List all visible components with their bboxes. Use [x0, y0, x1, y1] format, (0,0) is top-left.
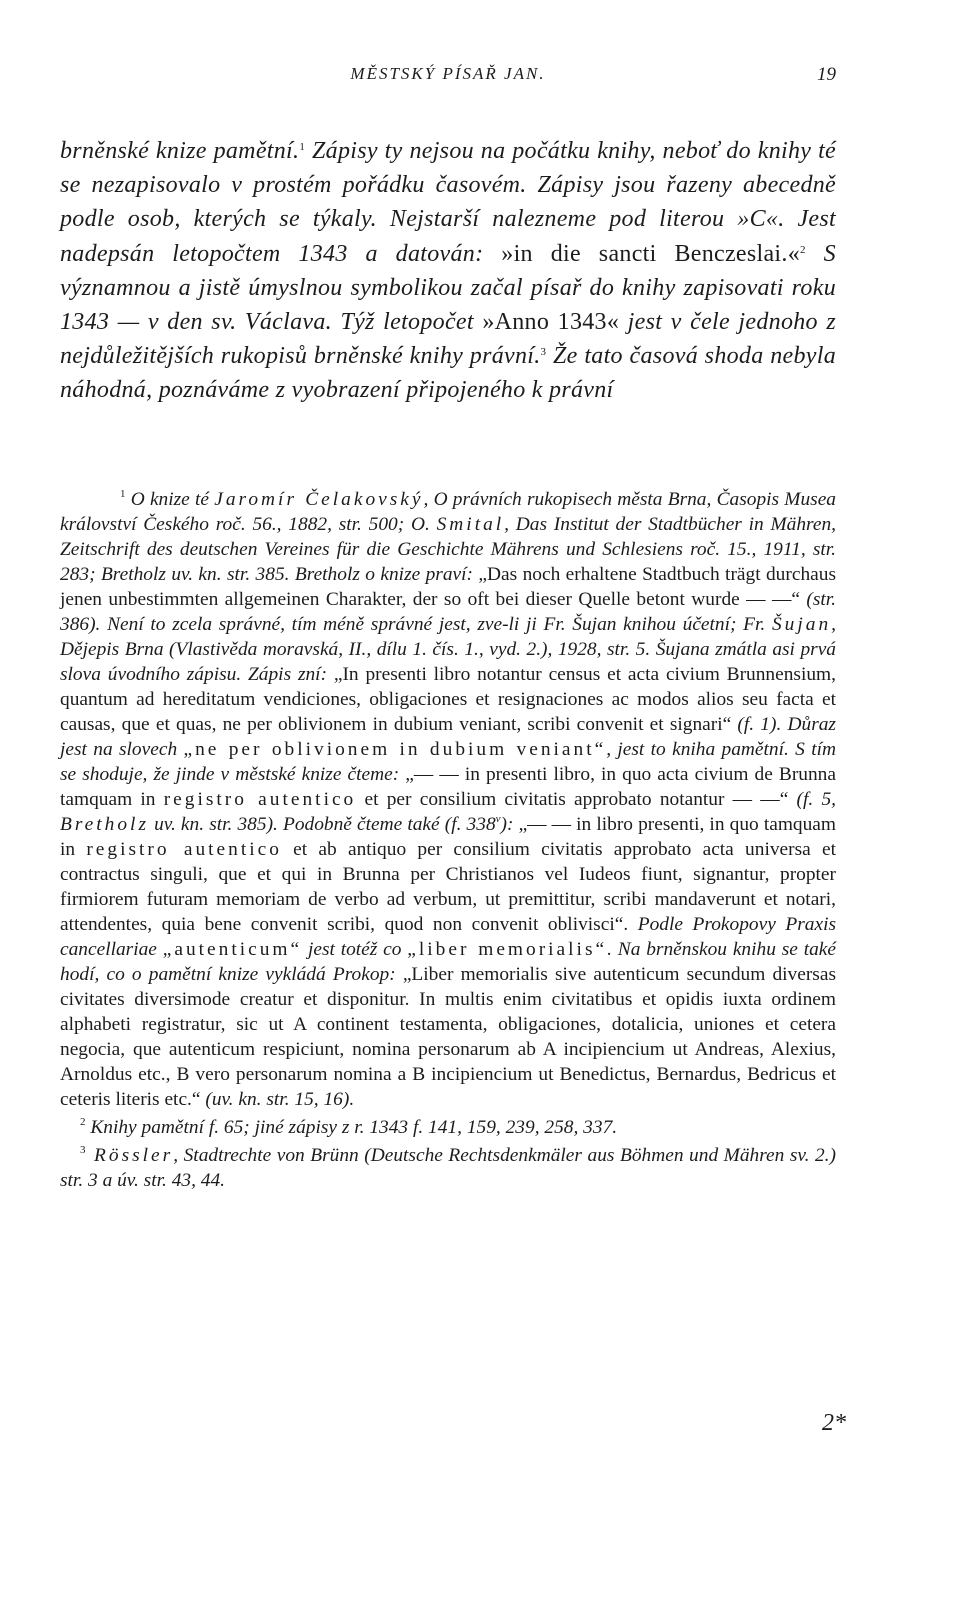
- latin-quote: „Liber memorialis sive autenticum secundum diversas civitates diversimode creatur et disponitur. In multis enim civitatibus et opidis iuxta ordinem alphabeti registratur, sic ut A continent testamenta, obligaciones, dotalicia, uniones et cetera negocia, que autenticum respiciunt, nomina personarum ab A incipiencium ut Andreas, Alexius, Arnoldus etc., B vero personarum nomina a B incipiencium ut Benedictus, Bernardus, Bedricus et ceteris literis etc.“: [60, 964, 836, 1110]
- latin-quote: „— — in libro presenti, in quo tamquam in: [60, 814, 836, 860]
- footnote-ref-1: 1: [299, 141, 306, 153]
- text-run: jest v čele jednoho z nejdůležitějších rukopisů brněnské knihy právní.: [60, 309, 836, 370]
- footnote-mark: 3: [80, 1144, 86, 1156]
- author-name: Rössler: [85, 1145, 174, 1166]
- text-run: uv. kn. str. 385). Podobně čteme také (f. 338: [149, 814, 496, 835]
- main-paragraph: [60, 134, 836, 408]
- latin-quote: et per consilium civitatis approbato notantur — —“: [356, 789, 789, 810]
- text-run: (f. 5,: [788, 789, 837, 810]
- latin-quote: „In presenti libro notantur census et acta civium Brunnensium, quantum ad hereditatum vendiciones, obligaciones et resignaciones ac modos alios seu facta et causas, que et quas, ne per oblivionem in dubium veniant, scribi convenit et signari“: [60, 664, 836, 735]
- latin-emphasis: „liber memorialis“: [407, 939, 608, 960]
- footnotes: [60, 487, 836, 1193]
- text-run: O knize té: [125, 489, 215, 510]
- author-name: Jaromír Čelakovský: [214, 489, 424, 510]
- latin-emphasis: „ne per oblivionem in dubium veniant“: [183, 739, 607, 760]
- text-run: S významnou a jistě úmyslnou symbolikou začal písař do knihy zapisovati roku 1343 — v den sv. Václava. Týž letopočet: [60, 240, 836, 336]
- latin-quote: »in die sancti Benczeslai.«: [501, 240, 800, 267]
- author-name: Šujan: [771, 614, 832, 635]
- running-header: [60, 64, 836, 90]
- text-run: , Das Institut der Stadtbücher in Mähren, Zeitschrift des deutschen Vereines für die Geschichte Mährens und Schlesiens roč. 15., 1911, str. 283; Bretholz uv. kn. str. 385. Bretholz o knize praví:: [60, 514, 836, 585]
- text-run: Podle Prokopovy Praxis cancellariae: [60, 914, 836, 960]
- latin-emphasis: „autenticum“: [162, 939, 303, 960]
- latin-quote: »Anno 1343«: [482, 309, 620, 336]
- latin-quote: et ab antiquo per consilium civitatis approbato acta universa et contractus singuli, que et qui in Brunna per Christianos vel Iudeos fiunt, signantur, propter firmiorem futuram memoriam de verbo ad verbum, ut premittitur, scribi mandaverunt et notari, attendentes, quia bene convenit scribi, quod non convenit oblivisci“.: [60, 839, 836, 935]
- footnote-mark: 2: [80, 1116, 86, 1128]
- page-number: 19: [817, 64, 836, 85]
- text-run: ):: [500, 814, 519, 835]
- author-name: Bretholz: [60, 814, 149, 835]
- text-run: . Na brněnskou knihu se také hodí, co o pamětní knize vykládá Prokop:: [60, 939, 836, 985]
- latin-emphasis: registro autentico: [163, 789, 357, 810]
- text-run: (f. 1). Důraz jest na slovech: [60, 714, 836, 760]
- text-run: , Stadtrechte von Brünn (Deutsche Rechtsdenkmäler aus Böhmen und Mähren sv. 2.) str. 3 a úv. str. 43, 44.: [60, 1145, 836, 1191]
- running-title: MĚSTSKÝ PÍSAŘ JAN.: [350, 64, 546, 83]
- signature-mark: 2*: [822, 1410, 846, 1436]
- text-run: (str. 386). Není to zcela správné, tím méně správné jest, zve-li ji Fr. Šujan knihou účetní; Fr.: [60, 589, 836, 635]
- text-run: Že tato časová shoda nebyla náhodná, poznáváme z vyobrazení připojeného k právní: [60, 343, 836, 404]
- text-run: , Dějepis Brna (Vlastivěda moravská, II., dílu 1. čís. 1., vyd. 2.), 1928, str. 5. Šujana zmátla asi prvá slova úvodního zápisu. Zápis zní:: [60, 614, 836, 685]
- text-run: , O právních rukopisech města Brna, Časopis Musea království Českého roč. 56., 1882, str. 500; O.: [60, 489, 836, 535]
- text-run: , jest to kniha pamětní. S tím se shoduje, že jinde v městské knize čteme:: [60, 739, 836, 785]
- footnote-ref-3: 3: [540, 346, 547, 359]
- german-quote: „Das noch erhaltene Stadtbuch trägt durchaus jenen unbestimmten allgemeinen Charakter, der so oft bei dieser Quelle betont wurde — —“: [60, 564, 836, 610]
- author-name: Smital: [436, 514, 505, 535]
- footnote-ref-2: 2: [800, 243, 806, 256]
- footnote-mark: 1: [120, 488, 126, 500]
- latin-quote: „— — in presenti libro, in quo acta civium de Brunna tamquam in: [60, 764, 836, 810]
- text-run: (uv. kn. str. 15, 16).: [200, 1089, 355, 1110]
- latin-emphasis: registro autentico: [86, 839, 282, 860]
- footnote-1: [60, 487, 836, 1112]
- footnote-2: [60, 1115, 836, 1140]
- text-run: Knihy pamětní f. 65; jiné zápisy z r. 1343 f. 141, 159, 239, 258, 337.: [85, 1117, 618, 1138]
- text-run: jest totéž co: [302, 939, 408, 960]
- text-run: Zápisy ty nejsou na počátku knihy, neboť do knihy té se nezapisovalo v prostém pořádku časovém. Zápisy jsou řazeny abecedně podle osob, kterých se týkaly. Nejstarší nalezneme pod literou »C«. Jest nadepsán letopočtem 1343 a datován:: [60, 138, 836, 267]
- superscript: v: [495, 813, 501, 825]
- main-text: [60, 134, 836, 408]
- text-run: brněnské knize pamětní.: [60, 138, 300, 164]
- footnote-3: [60, 1143, 836, 1193]
